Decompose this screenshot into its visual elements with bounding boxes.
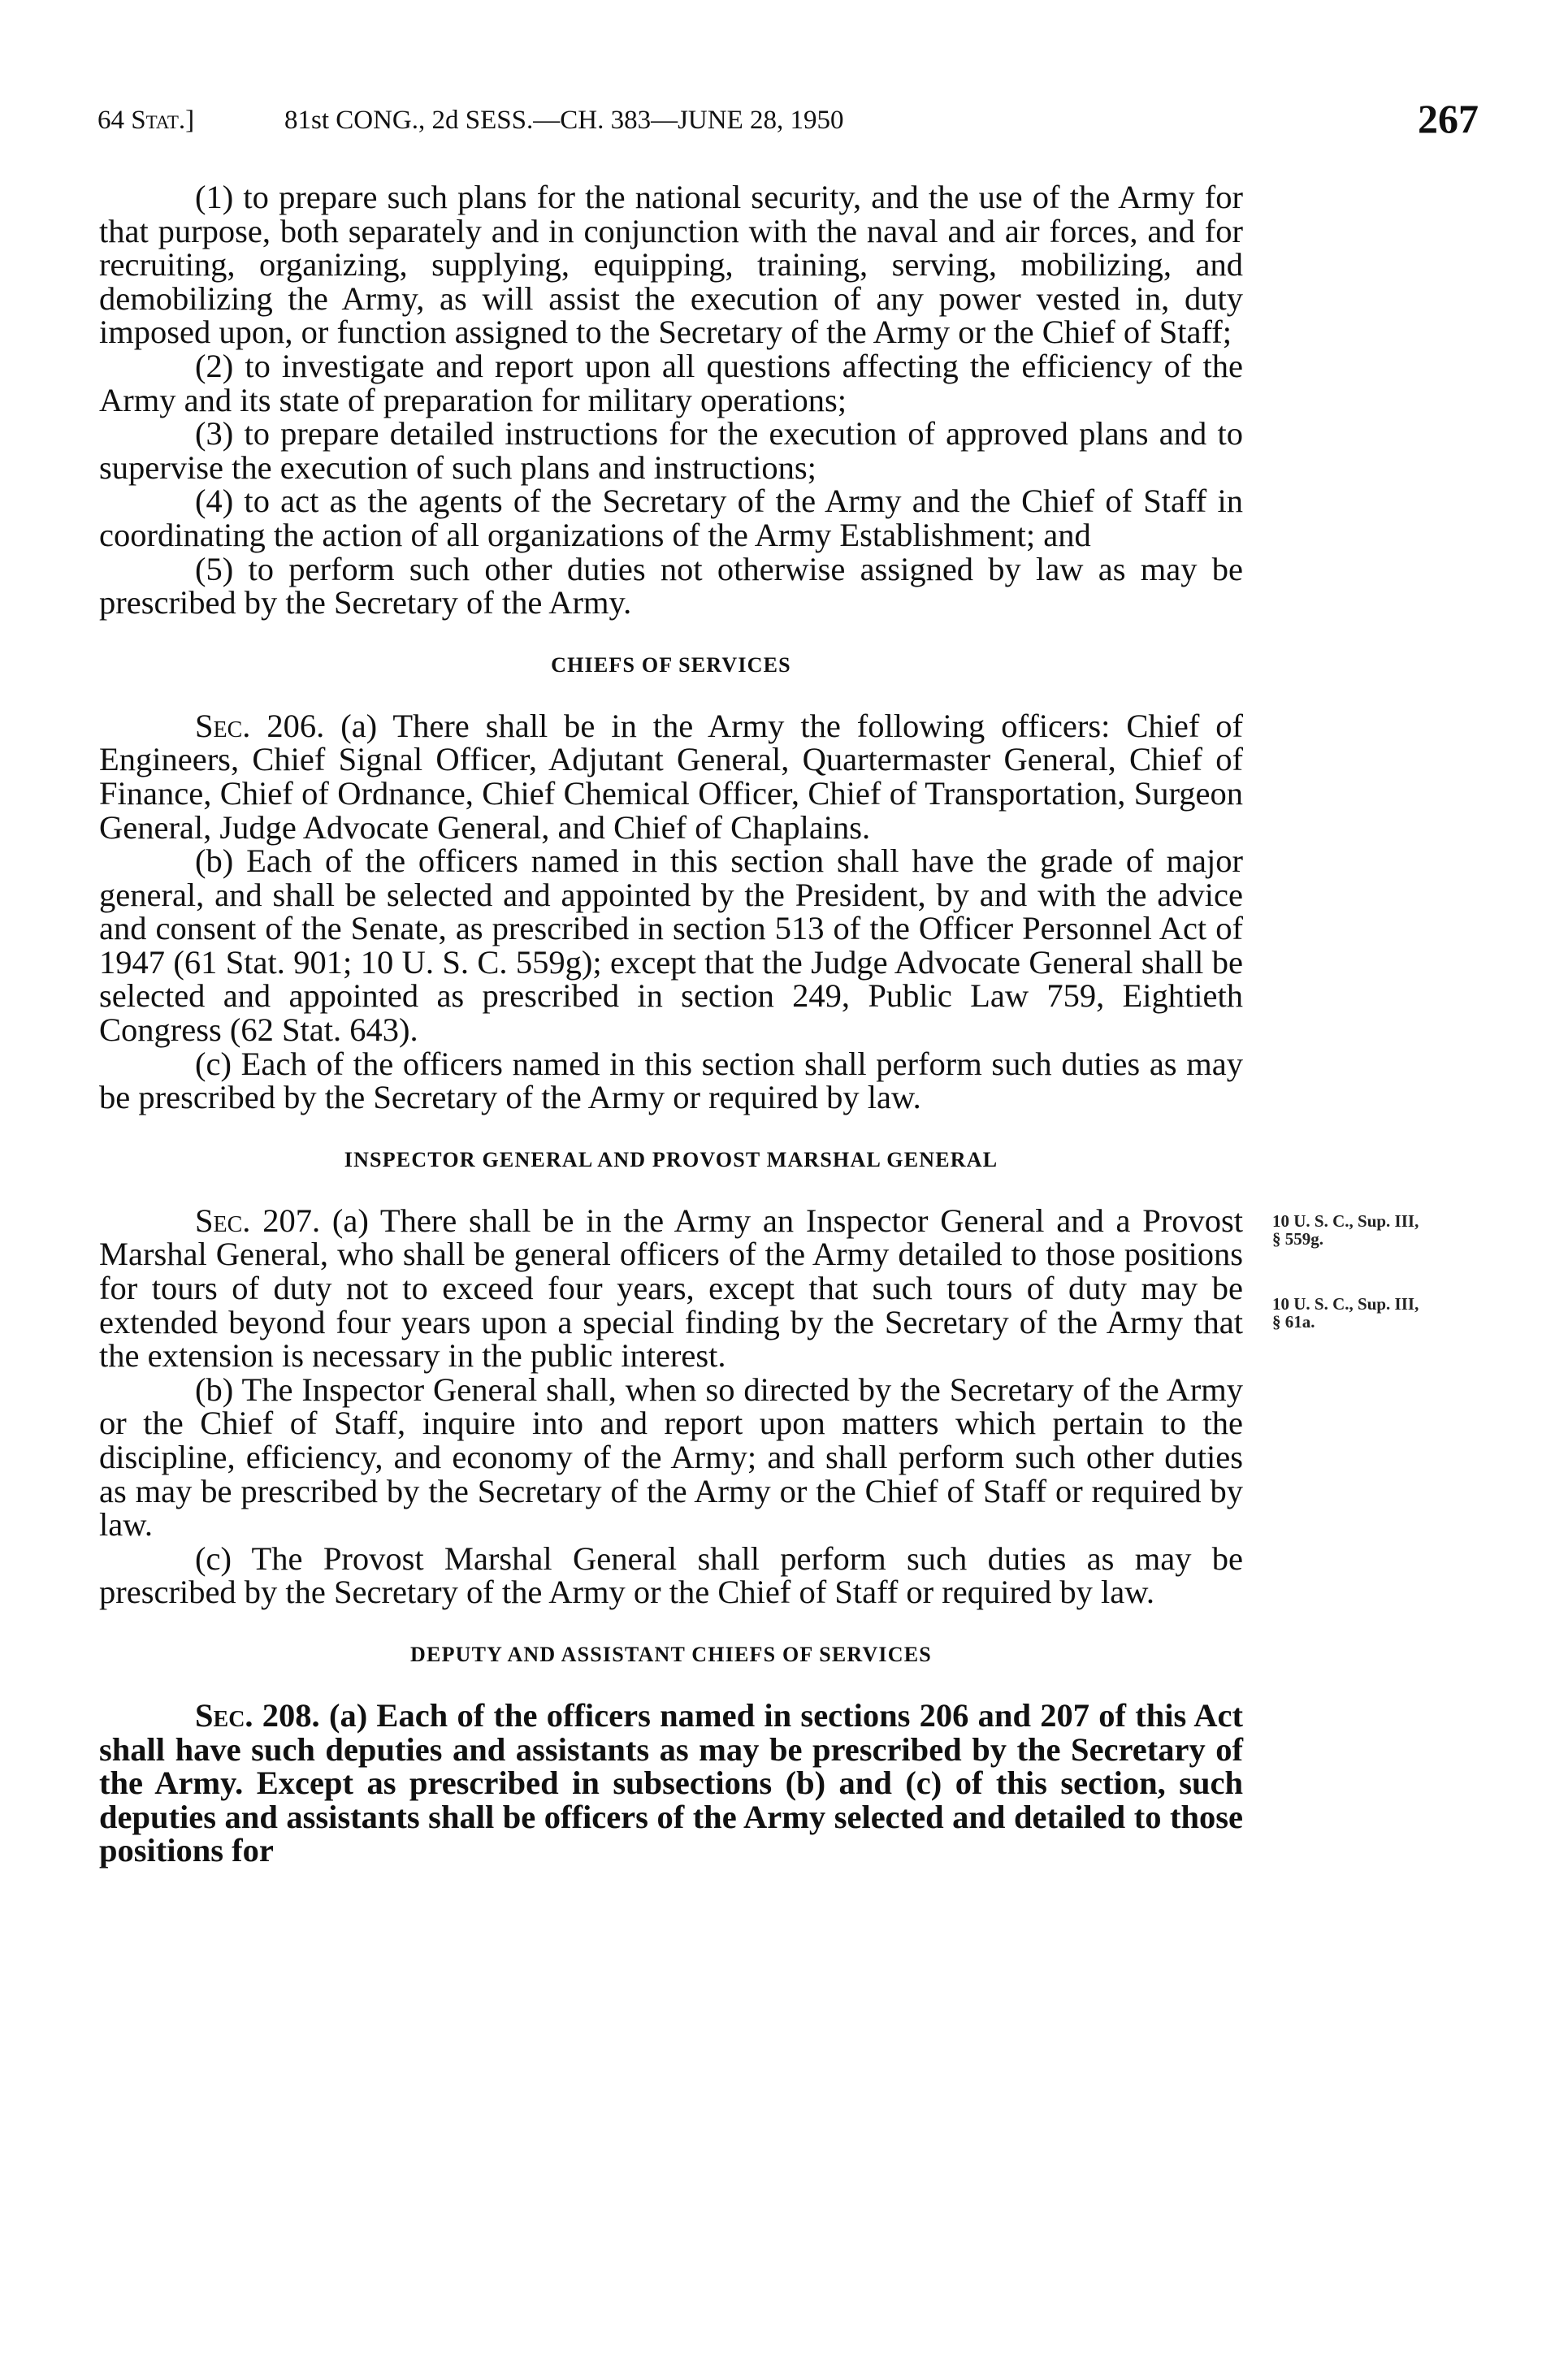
margin-note-2-line1: 10 U. S. C., Sup. III, bbox=[1272, 1294, 1419, 1314]
margin-note-1-line1: 10 U. S. C., Sup. III, bbox=[1272, 1211, 1419, 1231]
page-number: 267 bbox=[1418, 96, 1479, 141]
paragraph-3: (3) to prepare detailed instructions for the execution of approved plans and to supervise the execution of such plans and instructions; bbox=[99, 415, 1243, 486]
sec-207-a-text: (a) There shall be in the Army an Inspector General and a Provost Marshal General, who shall be general officers of the Army detailed to those positions for tours of duty not to exceed four years, except that such tours of duty may be extended beyond four years upon a special finding by the Secretary of the Army that the extension is necessary in the public interest. bbox=[99, 1202, 1243, 1375]
sec-206-a-text: (a) There shall be in the Army the following officers: Chief of Engineers, Chief Signal Officer, Adjutant General, Quartermaster General, Chief of Finance, Chief of Ordnance, Chief Chemical Officer, Chief of Transportation, Surgeon General, Judge Advocate General, and Chief of Chaplains. bbox=[99, 707, 1244, 846]
sec-206-a bbox=[99, 709, 1243, 844]
heading-chiefs-of-services: CHIEFS OF SERVICES bbox=[551, 652, 791, 677]
sec-207-c: (c) The Provost Marshal General shall perform such duties as may be prescribed by the Secretary of the Army or the Chief of Staff or required by law. bbox=[99, 1539, 1243, 1611]
header-session-title: 81st CONG., 2d SESS.—CH. 383—JUNE 28, 1950 bbox=[284, 106, 844, 135]
heading-inspector-general: INSPECTOR GENERAL AND PROVOST MARSHAL GENERAL bbox=[344, 1147, 998, 1171]
sec-206-b: (b) Each of the officers named in this section shall have the grade of major general, and shall be selected and appointed by the President, by and with the advice and consent of the Senate, as prescribed in section 513 of the Officer Personnel Act of 1947 (61 Stat. 901; 10 U. S. C. 559g); except that the Judge Advocate General shall be selected and appointed as prescribed in section 249, Public Law 759, Eightieth Congress (62 Stat. 643). bbox=[99, 842, 1243, 1049]
sec-208-label: Sec. 208. bbox=[195, 1696, 320, 1734]
sec-207-b: (b) The Inspector General shall, when so directed by the Secretary of the Army or the Chief of Staff, inquire into and report upon matters which pertain to the discipline, efficiency, and economy of the Army; and shall perform such other duties as may be prescribed by the Secretary of the Army or the Chief of Staff or required by law. bbox=[99, 1371, 1243, 1544]
sec-206-c: (c) Each of the officers named in this section shall perform such duties as may be prescribed by the Secretary of the Army or required by law. bbox=[99, 1045, 1243, 1116]
paragraph-4: (4) to act as the agents of the Secretary of the Army and the Chief of Staff in coordinating the action of all organizations of the Army Establishment; and bbox=[99, 483, 1243, 553]
margin-note-1 bbox=[1272, 1212, 1540, 1248]
sec-207-a bbox=[99, 1204, 1243, 1373]
header-statute-ref: 64 Stat.] bbox=[97, 106, 195, 135]
sec-208-a bbox=[99, 1696, 1244, 1869]
paragraph-1: (1) to prepare such plans for the national security, and the use of the Army for that purpose, both separately and in conjunction with the naval and air forces, and for recruiting, organizing, supplying, equipping, training, serving, mobilizing, and demobilizing the Army, as will assist the execution of any power vested in, duty imposed upon, or function assigned to the Secretary of the Army or the Chief of Staff; bbox=[99, 179, 1243, 351]
sec-207-label: Sec. 207. bbox=[195, 1202, 321, 1239]
margin-note-1-line2: § 559g. bbox=[1272, 1229, 1323, 1249]
margin-note-2 bbox=[1272, 1295, 1540, 1331]
sec-208-a-text: (a) Each of the officers named in sections 206 and 207 of this Act shall have such deputies and assistants as may be prescribed by the Secretary of the Army. Except as prescribed in subsections (b) and (c) of this section, such deputies and assistants shall be officers of the Army selected and detailed to those positions for bbox=[99, 1696, 1244, 1869]
heading-deputy-assistant: DEPUTY AND ASSISTANT CHIEFS OF SERVICES bbox=[410, 1642, 932, 1666]
body-text bbox=[99, 180, 1243, 1868]
sec-206-label: Sec. 206. bbox=[195, 707, 325, 744]
margin-note-2-line2: § 61a. bbox=[1272, 1312, 1315, 1332]
paragraph-5: (5) to perform such other duties not otherwise assigned by law as may be prescribed by the Secretary of the Army. bbox=[99, 550, 1243, 621]
paragraph-2: (2) to investigate and report upon all questions affecting the efficiency of the Army and its state of preparation for military operations; bbox=[99, 347, 1243, 418]
